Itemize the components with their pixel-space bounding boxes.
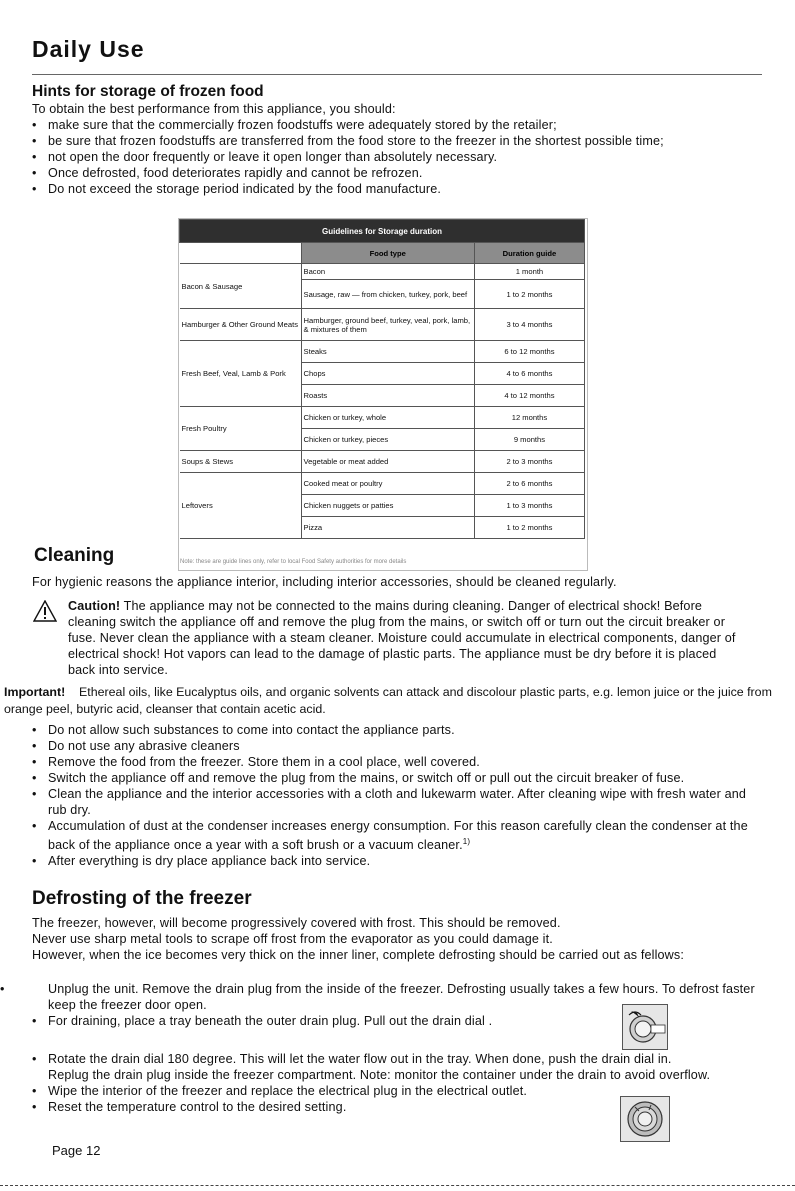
table-cell: Hamburger, ground beef, turkey, veal, pork, lamb, & mixtures of them [301, 309, 474, 341]
frozen-intro: To obtain the best performance from this appliance, you should: [32, 102, 396, 116]
important-text: Ethereal oils, like Eucalyptus oils, and organic solvents can attack and discolour plastic parts, e.g. lemon juice or the juice from orange peel, butyric acid, cleanser that contain acetic acid. [4, 685, 772, 716]
storage-table [179, 219, 585, 539]
cleaning-list [32, 722, 757, 869]
list-item [32, 818, 757, 853]
table-cell: Roasts [301, 385, 474, 407]
frozen-list [32, 117, 744, 197]
list-item: • Remove the food from the freezer. Store them in a cool place, well covered. [32, 754, 757, 770]
page-edge-rule [0, 1185, 795, 1186]
list-item: • Do not use any abrasive cleaners [32, 738, 757, 754]
col-duration: Duration guide [474, 243, 584, 264]
footnote-mark: 1) [462, 837, 471, 846]
table-note: Note: these are guide lines only, refer to local Food Safety authorities for more details [180, 559, 407, 565]
drain-dial-rotate-illustration [620, 1096, 670, 1142]
table-cell: Cooked meat or poultry [301, 473, 474, 495]
table-cell: 4 to 6 months [474, 363, 584, 385]
cleaning-intro: For hygienic reasons the appliance interior, including interior accessories, should be cleaned regularly. [32, 575, 617, 589]
caution-text: The appliance may not be connected to the mains during cleaning. Danger of electrical shock! Before cleaning switch the appliance off and remove the plug from the mains, or switch off or turn out the circuit breaker or fuse. Never clean the appliance with a steam cleaner. Moisture could accumulate in electrical components, danger of electrical shock! Hot vapors can lead to the damage of plastic parts. The appliance must be dry before it is placed back into service. [68, 599, 736, 677]
category-cell: Fresh Beef, Veal, Lamb & Pork [180, 341, 302, 407]
list-item: • Reset the temperature control to the desired setting. [32, 1099, 608, 1115]
cleaning-heading: Cleaning [34, 545, 115, 566]
list-item-text: Unplug the unit. Remove the drain plug from the inside of the freezer. Defrosting usually takes a few hours. To defrost faster keep the freezer door open. [48, 982, 755, 1012]
list-item-text: Accumulation of dust at the condenser increases energy consumption. For this reason carefully clean the condenser at the back of the appliance once a year with a soft brush or a vacuum cleaner. [48, 819, 748, 853]
list-item: • Do not exceed the storage period indicated by the food manufacture. [32, 181, 744, 197]
caution-paragraph [68, 598, 740, 678]
important-label: Important! [4, 685, 66, 699]
list-item: • For draining, place a tray beneath the outer drain plug. Pull out the drain dial . [32, 1013, 608, 1029]
list-item: • Wipe the interior of the freezer and replace the electrical plug in the electrical outlet. [32, 1083, 608, 1099]
list-item: • Once defrosted, food deteriorates rapidly and cannot be refrozen. [32, 165, 744, 181]
table-cell: 12 months [474, 407, 584, 429]
important-paragraph [4, 684, 789, 718]
list-item: • Clean the appliance and the interior accessories with a cloth and lukewarm water. After cleaning wipe with fresh water and rub dry. [32, 786, 757, 818]
table-cell: Bacon [301, 264, 474, 280]
list-item: • Do not allow such substances to come into contact the appliance parts. [32, 722, 757, 738]
table-cell: 2 to 6 months [474, 473, 584, 495]
table-cell: Chicken nuggets or patties [301, 495, 474, 517]
category-cell: Bacon & Sausage [180, 264, 302, 309]
table-cell: 1 to 3 months [474, 495, 584, 517]
drain-dial-pull-illustration [622, 1004, 668, 1050]
defrost-line: The freezer, however, will become progressively covered with frost. This should be removed. [32, 916, 561, 930]
title-divider [32, 74, 762, 75]
defrost-para [32, 915, 757, 963]
table-caption: Guidelines for Storage duration [180, 220, 585, 243]
table-cell: Chicken or turkey, pieces [301, 429, 474, 451]
category-cell: Soups & Stews [180, 451, 302, 473]
list-item: • Switch the appliance off and remove the plug from the mains, or switch off or pull out the circuit breaker of fuse. [32, 770, 757, 786]
table-cell: Vegetable or meat added [301, 451, 474, 473]
table-cell: 3 to 4 months [474, 309, 584, 341]
table-cell: Pizza [301, 517, 474, 539]
table-cell: Chicken or turkey, whole [301, 407, 474, 429]
table-cell: Chops [301, 363, 474, 385]
defrost-heading: Defrosting of the freezer [32, 888, 252, 909]
table-cell: 1 to 2 months [474, 280, 584, 309]
table-cell: 1 month [474, 264, 584, 280]
table-cell: Steaks [301, 341, 474, 363]
page-title: Daily Use [32, 36, 145, 62]
page-number: Page 12 [52, 1143, 101, 1158]
list-item: • not open the door frequently or leave it open longer than absolutely necessary. [32, 149, 744, 165]
list-item: • After everything is dry place appliance back into service. [32, 853, 757, 869]
table-cell: 4 to 12 months [474, 385, 584, 407]
list-item: • make sure that the commercially frozen foodstuffs were adequately stored by the retailer; [32, 117, 744, 133]
category-cell: Leftovers [180, 473, 302, 539]
category-cell: Fresh Poultry [180, 407, 302, 451]
table-cell: 6 to 12 months [474, 341, 584, 363]
table-cell: Sausage, raw — from chicken, turkey, pork, beef [301, 280, 474, 309]
category-cell: Hamburger & Other Ground Meats [180, 309, 302, 341]
frozen-heading: Hints for storage of frozen food [32, 83, 264, 100]
col-food-type: Food type [301, 243, 474, 264]
list-item: • Rotate the drain dial 180 degree. This will let the water flow out in the tray. When done, push the drain dial in. Replug the drain plug inside the freezer compartment. Note: monitor the container under the drain to avoid overflow. [32, 1051, 713, 1083]
table-corner [180, 243, 302, 264]
table-cell: 2 to 3 months [474, 451, 584, 473]
list-item: • be sure that frozen foodstuffs are transferred from the food store to the freezer in the shortest possible time; [32, 133, 744, 149]
warning-icon [33, 600, 57, 622]
table-cell: 9 months [474, 429, 584, 451]
table-cell: 1 to 2 months [474, 517, 584, 539]
defrost-line: Never use sharp metal tools to scrape off frost from the evaporator as you could damage it. [32, 932, 553, 946]
defrost-line: However, when the ice becomes very thick on the inner liner, complete defrosting should be carried out as fellows: [32, 948, 685, 962]
caution-label: Caution! [68, 599, 121, 613]
